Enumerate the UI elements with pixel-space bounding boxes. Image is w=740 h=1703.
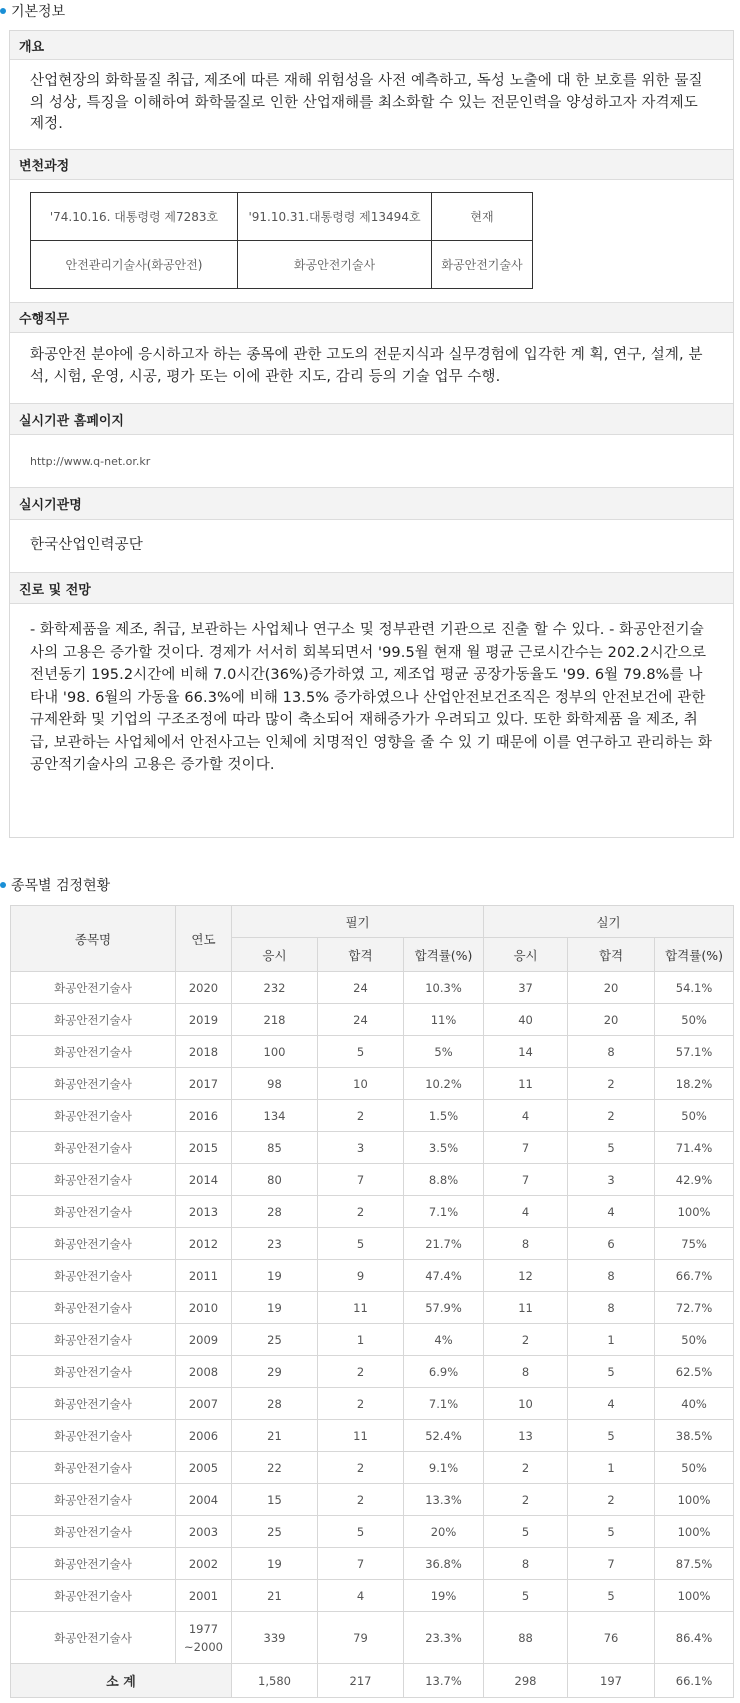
table-cell: 2 — [318, 1196, 404, 1228]
col-header-written: 필기 — [232, 906, 484, 938]
table-cell: 2 — [318, 1388, 404, 1420]
table-cell: 7 — [568, 1548, 655, 1580]
table-cell: 화공안전기술사 — [11, 972, 176, 1004]
stats-body — [11, 972, 734, 1664]
table-cell: 2018 — [176, 1036, 232, 1068]
table-cell: 1 — [318, 1324, 404, 1356]
duty-text: 화공안전 분야에 응시하고자 하는 종목에 관한 고도의 전문지식과 실무경험에 입각한 계 획, 연구, 설계, 분석, 시험, 운영, 시공, 평가 또는 이에 관한 지도, 감리 등의 기술 업무 수행. — [30, 347, 703, 385]
table-cell: 20 — [568, 972, 655, 1004]
table-cell: 2004 — [176, 1484, 232, 1516]
table-cell: 38.5% — [655, 1420, 734, 1452]
table-cell: 4 — [318, 1580, 404, 1612]
table-cell: 24 — [318, 972, 404, 1004]
table-cell: 80 — [232, 1164, 318, 1196]
table-cell: 10 — [484, 1388, 568, 1420]
table-cell: 22 — [232, 1452, 318, 1484]
table-cell: 50% — [655, 1004, 734, 1036]
table-cell: 1 — [568, 1452, 655, 1484]
table-cell: 28 — [232, 1388, 318, 1420]
homepage-link[interactable]: http://www.q-net.or.kr — [30, 454, 151, 468]
table-cell: 52.4% — [404, 1420, 484, 1452]
table-cell: 218 — [232, 1004, 318, 1036]
table-cell: 5 — [568, 1580, 655, 1612]
table-cell: 2008 — [176, 1356, 232, 1388]
table-cell: 화공안전기술사 — [11, 1196, 176, 1228]
table-cell: 5% — [404, 1036, 484, 1068]
table-cell: 21.7% — [404, 1228, 484, 1260]
table-cell: 232 — [232, 972, 318, 1004]
history-cell: '74.10.16. 대통령령 제7283호 — [31, 193, 238, 241]
table-cell: 화공안전기술사 — [11, 1452, 176, 1484]
table-cell: 9.1% — [404, 1452, 484, 1484]
table-cell: 7 — [318, 1164, 404, 1196]
table-cell: 화공안전기술사 — [11, 1036, 176, 1068]
table-cell: 10.3% — [404, 972, 484, 1004]
table-cell: 화공안전기술사 — [11, 1516, 176, 1548]
table-cell: 23.3% — [404, 1612, 484, 1664]
table-cell: 86.4% — [655, 1612, 734, 1664]
agency-name: 한국산업인력공단 — [30, 537, 143, 554]
table-cell: 12 — [484, 1260, 568, 1292]
table-cell: 4 — [568, 1196, 655, 1228]
table-cell: 2 — [484, 1484, 568, 1516]
table-row — [11, 1388, 734, 1420]
col-header-practical-rate: 합격률(%) — [655, 938, 734, 972]
table-cell: 화공안전기술사 — [11, 1548, 176, 1580]
history-body — [10, 180, 733, 302]
table-cell: 2001 — [176, 1580, 232, 1612]
total-row — [11, 1664, 734, 1698]
bullet-icon — [0, 882, 6, 888]
table-cell: 20 — [568, 1004, 655, 1036]
total-cell: 217 — [318, 1664, 404, 1698]
col-header-practical-applicants: 응시 — [484, 938, 568, 972]
table-cell: 37 — [484, 972, 568, 1004]
table-cell: 20% — [404, 1516, 484, 1548]
table-row — [11, 972, 734, 1004]
total-cell: 1,580 — [232, 1664, 318, 1698]
table-row — [11, 1036, 734, 1068]
table-cell: 화공안전기술사 — [11, 1420, 176, 1452]
table-cell: 2013 — [176, 1196, 232, 1228]
table-row — [11, 1516, 734, 1548]
total-cell: 13.7% — [404, 1664, 484, 1698]
table-cell: 21 — [232, 1420, 318, 1452]
table-row — [11, 1132, 734, 1164]
table-cell: 19% — [404, 1580, 484, 1612]
table-row — [11, 1292, 734, 1324]
table-cell: 2020 — [176, 972, 232, 1004]
table-cell: 화공안전기술사 — [11, 1132, 176, 1164]
table-cell: 7 — [484, 1164, 568, 1196]
table-row — [11, 1420, 734, 1452]
history-cell: 화공안전기술사 — [432, 241, 533, 289]
table-cell: 19 — [232, 1292, 318, 1324]
table-cell: 4 — [484, 1100, 568, 1132]
table-cell: 47.4% — [404, 1260, 484, 1292]
homepage-title: 실시기관 홈페이지 — [10, 403, 733, 435]
table-cell: 화공안전기술사 — [11, 1004, 176, 1036]
table-cell: 2005 — [176, 1452, 232, 1484]
col-header-practical: 실기 — [484, 906, 734, 938]
table-cell: 8.8% — [404, 1164, 484, 1196]
col-header-written-rate: 합격률(%) — [404, 938, 484, 972]
table-cell: 18.2% — [655, 1068, 734, 1100]
table-cell: 134 — [232, 1100, 318, 1132]
table-cell: 5 — [318, 1516, 404, 1548]
table-cell: 57.9% — [404, 1292, 484, 1324]
table-cell: 화공안전기술사 — [11, 1228, 176, 1260]
table-cell: 화공안전기술사 — [11, 1324, 176, 1356]
table-cell: 24 — [318, 1004, 404, 1036]
table-cell: 50% — [655, 1324, 734, 1356]
table-cell: 2 — [318, 1484, 404, 1516]
table-cell: 25 — [232, 1324, 318, 1356]
overview-text: 산업현장의 화학물질 취급, 제조에 따른 재해 위험성을 사전 예측하고, 독성 노출에 대 한 보호를 위한 물질의 성상, 특징을 이해하여 화학물질로 인한 산업재해를 최소화할 수 있는 전문인력을 양성하고자 자격제도 제정. — [30, 73, 703, 132]
col-header-name: 종목명 — [11, 906, 176, 972]
table-cell: 85 — [232, 1132, 318, 1164]
table-cell: 2012 — [176, 1228, 232, 1260]
table-cell: 2019 — [176, 1004, 232, 1036]
exam-stats-table — [10, 905, 734, 1698]
history-cell: '91.10.31.대통령령 제13494호 — [238, 193, 432, 241]
table-cell: 2006 — [176, 1420, 232, 1452]
table-cell: 5 — [318, 1228, 404, 1260]
table-cell: 4 — [568, 1388, 655, 1420]
table-cell: 8 — [568, 1260, 655, 1292]
table-cell: 40 — [484, 1004, 568, 1036]
table-cell: 2015 — [176, 1132, 232, 1164]
table-cell: 13.3% — [404, 1484, 484, 1516]
table-cell: 100% — [655, 1484, 734, 1516]
table-cell: 2 — [484, 1324, 568, 1356]
total-cell: 298 — [484, 1664, 568, 1698]
table-cell: 10 — [318, 1068, 404, 1100]
table-cell: 2 — [568, 1068, 655, 1100]
table-cell: 2 — [318, 1356, 404, 1388]
table-cell: 8 — [484, 1228, 568, 1260]
table-cell: 11 — [318, 1292, 404, 1324]
table-cell: 7 — [484, 1132, 568, 1164]
total-cell: 197 — [568, 1664, 655, 1698]
table-cell: 4 — [484, 1196, 568, 1228]
table-row — [11, 1324, 734, 1356]
table-cell: 5 — [568, 1516, 655, 1548]
table-cell: 화공안전기술사 — [11, 1388, 176, 1420]
table-cell: 2 — [484, 1452, 568, 1484]
table-cell: 화공안전기술사 — [11, 1100, 176, 1132]
table-cell: 3.5% — [404, 1132, 484, 1164]
table-cell: 100% — [655, 1580, 734, 1612]
table-cell: 2003 — [176, 1516, 232, 1548]
table-cell: 14 — [484, 1036, 568, 1068]
basic-info-heading — [0, 0, 65, 22]
table-cell: 11 — [318, 1420, 404, 1452]
table-row — [11, 1580, 734, 1612]
table-cell: 2009 — [176, 1324, 232, 1356]
table-cell: 11% — [404, 1004, 484, 1036]
table-cell: 2 — [568, 1484, 655, 1516]
table-cell: 50% — [655, 1100, 734, 1132]
table-cell: 8 — [568, 1036, 655, 1068]
history-title: 변천과정 — [10, 149, 733, 180]
table-cell: 9 — [318, 1260, 404, 1292]
table-cell: 화공안전기술사 — [11, 1356, 176, 1388]
col-header-year: 연도 — [176, 906, 232, 972]
table-cell: 28 — [232, 1196, 318, 1228]
table-cell: 5 — [484, 1580, 568, 1612]
table-cell: 6 — [568, 1228, 655, 1260]
agency-title: 실시기관명 — [10, 487, 733, 520]
table-cell: 2 — [318, 1452, 404, 1484]
table-cell: 21 — [232, 1580, 318, 1612]
table-row — [11, 1164, 734, 1196]
table-cell: 5 — [568, 1132, 655, 1164]
career-text: - 화학제품을 제조, 취급, 보관하는 사업체나 연구소 및 정부관련 기관으로 진출 할 수 있다. - 화공안전기술사의 고용은 증가할 것이다. 경제가 서서히 회복되면서 '99.5월 현재 월 평균 근로시간수는 202.2시간으로 전년동기 195.2시간에 비해 7.0시간(36%)증가하였 고, 제조업 평균 공장가동율도 '99. 6월 79.8%를 나타내 '98. 6월의 가동율 66.3%에 비해 13.5% 증가하였으나 산업안전보건조직은 정부의 안전보건에 관한 규제완화 및 기업의 구조조정에 따라 많이 축소되어 재해증가가 우려되고 있다. 또한 화학제품 을 제조, 취급, 보관하는 사업체에서 안전사고는 인체에 치명적인 영향을 줄 수 있 기 때문에 이를 연구하고 관리하는 화공안적기술사의 고용은 증가할 것이다. — [30, 622, 712, 773]
table-row — [11, 1068, 734, 1100]
table-cell: 2002 — [176, 1548, 232, 1580]
exam-stats-heading-text: 종목별 검정현황 — [11, 878, 111, 894]
table-cell: 339 — [232, 1612, 318, 1664]
table-cell: 100% — [655, 1196, 734, 1228]
table-cell: 2017 — [176, 1068, 232, 1100]
table-cell: 2014 — [176, 1164, 232, 1196]
table-cell: 100 — [232, 1036, 318, 1068]
history-cell: 현재 — [432, 193, 533, 241]
table-cell: 화공안전기술사 — [11, 1260, 176, 1292]
table-cell: 87.5% — [655, 1548, 734, 1580]
history-cell: 안전관리기술사(화공안전) — [31, 241, 238, 289]
table-cell: 19 — [232, 1260, 318, 1292]
col-header-written-applicants: 응시 — [232, 938, 318, 972]
exam-stats-heading — [0, 874, 110, 896]
table-row — [11, 1484, 734, 1516]
overview-title: 개요 — [10, 31, 733, 60]
table-cell: 2007 — [176, 1388, 232, 1420]
table-row — [11, 1452, 734, 1484]
table-cell: 15 — [232, 1484, 318, 1516]
table-cell: 6.9% — [404, 1356, 484, 1388]
table-cell: 2016 — [176, 1100, 232, 1132]
table-cell: 2 — [318, 1100, 404, 1132]
table-cell: 76 — [568, 1612, 655, 1664]
homepage-body — [10, 435, 733, 487]
table-cell: 36.8% — [404, 1548, 484, 1580]
table-cell: 4% — [404, 1324, 484, 1356]
table-row — [11, 1356, 734, 1388]
table-cell: 1 — [568, 1324, 655, 1356]
career-title: 진로 및 전망 — [10, 572, 733, 604]
table-row — [11, 1100, 734, 1132]
table-cell: 40% — [655, 1388, 734, 1420]
table-row — [11, 1228, 734, 1260]
table-cell: 54.1% — [655, 972, 734, 1004]
table-cell: 29 — [232, 1356, 318, 1388]
table-cell: 100% — [655, 1516, 734, 1548]
table-cell: 25 — [232, 1516, 318, 1548]
bullet-icon — [0, 8, 6, 14]
table-cell: 79 — [318, 1612, 404, 1664]
table-cell: 화공안전기술사 — [11, 1164, 176, 1196]
table-cell: 8 — [484, 1356, 568, 1388]
table-cell: 3 — [568, 1164, 655, 1196]
basic-info-heading-text: 기본정보 — [11, 4, 66, 20]
total-cell: 66.1% — [655, 1664, 734, 1698]
total-label: 소 계 — [11, 1664, 232, 1698]
table-cell: 13 — [484, 1420, 568, 1452]
col-header-practical-passed: 합격 — [568, 938, 655, 972]
table-cell: 11 — [484, 1292, 568, 1324]
table-cell: 8 — [484, 1548, 568, 1580]
table-cell: 11 — [484, 1068, 568, 1100]
table-cell: 88 — [484, 1612, 568, 1664]
table-cell: 8 — [568, 1292, 655, 1324]
col-header-written-passed: 합격 — [318, 938, 404, 972]
table-cell: 98 — [232, 1068, 318, 1100]
table-cell: 50% — [655, 1452, 734, 1484]
table-cell: 62.5% — [655, 1356, 734, 1388]
table-row — [11, 1260, 734, 1292]
table-cell: 5 — [484, 1516, 568, 1548]
table-cell: 19 — [232, 1548, 318, 1580]
table-cell: 7.1% — [404, 1388, 484, 1420]
table-cell: 5 — [568, 1420, 655, 1452]
table-cell: 23 — [232, 1228, 318, 1260]
table-cell: 5 — [568, 1356, 655, 1388]
table-cell: 화공안전기술사 — [11, 1580, 176, 1612]
table-cell: 5 — [318, 1036, 404, 1068]
table-cell: 3 — [318, 1132, 404, 1164]
basic-info-box — [9, 30, 734, 838]
table-cell: 66.7% — [655, 1260, 734, 1292]
table-row — [11, 1548, 734, 1580]
table-cell: 화공안전기술사 — [11, 1484, 176, 1516]
table-cell: 7 — [318, 1548, 404, 1580]
table-cell: 2011 — [176, 1260, 232, 1292]
table-cell: 화공안전기술사 — [11, 1068, 176, 1100]
table-cell: 1.5% — [404, 1100, 484, 1132]
table-cell: 71.4% — [655, 1132, 734, 1164]
table-cell: 57.1% — [655, 1036, 734, 1068]
table-row — [11, 1004, 734, 1036]
table-cell: 7.1% — [404, 1196, 484, 1228]
table-row — [11, 1196, 734, 1228]
table-cell: 2010 — [176, 1292, 232, 1324]
duty-title: 수행직무 — [10, 302, 733, 333]
table-row — [11, 1612, 734, 1664]
table-cell: 72.7% — [655, 1292, 734, 1324]
table-cell: 1977 ~2000 — [176, 1612, 232, 1664]
table-cell: 화공안전기술사 — [11, 1612, 176, 1664]
table-cell: 75% — [655, 1228, 734, 1260]
history-table — [30, 192, 533, 289]
table-cell: 화공안전기술사 — [11, 1292, 176, 1324]
table-cell: 10.2% — [404, 1068, 484, 1100]
table-cell: 42.9% — [655, 1164, 734, 1196]
table-cell: 2 — [568, 1100, 655, 1132]
history-cell: 화공안전기술사 — [238, 241, 432, 289]
